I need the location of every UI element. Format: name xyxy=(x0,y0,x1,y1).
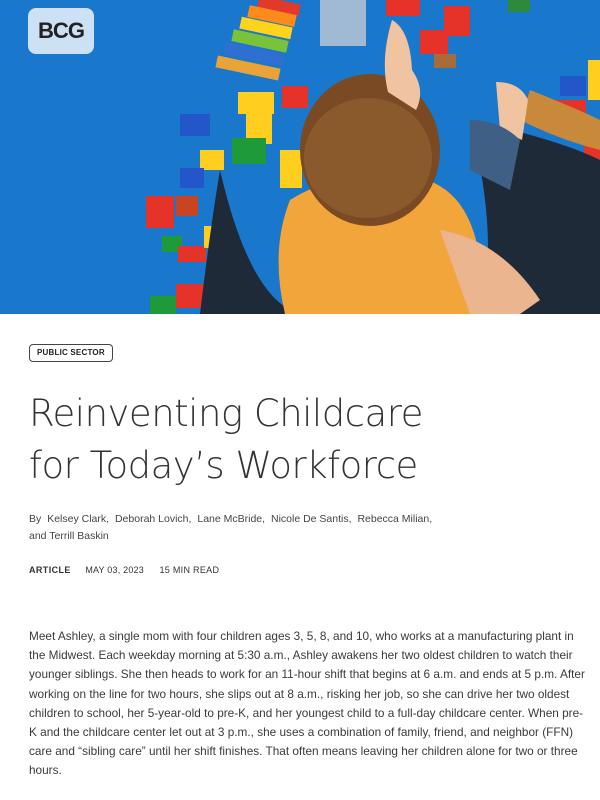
author-link[interactable]: Lane McBride, xyxy=(197,513,266,525)
publish-date: MAY 03, 2023 xyxy=(85,565,144,575)
bcg-logo[interactable]: BCG xyxy=(28,8,94,54)
by-label: By xyxy=(29,513,42,525)
title-line-1: Reinventing Childcare xyxy=(29,392,423,435)
page-title xyxy=(29,388,569,492)
author-link[interactable]: Nicole De Santis, xyxy=(270,513,352,525)
content-type: ARTICLE xyxy=(29,565,71,575)
title-line-2: for Today’s Workforce xyxy=(29,444,418,487)
author-link[interactable]: Kelsey Clark, xyxy=(47,513,110,525)
article-header xyxy=(0,314,600,800)
hero-image xyxy=(0,0,600,314)
author-list xyxy=(29,511,469,545)
topic-tag[interactable]: PUBLIC SECTOR xyxy=(29,344,113,362)
author-link[interactable]: Rebecca Milian, xyxy=(357,513,433,525)
author-link[interactable]: and Terrill Baskin xyxy=(29,530,109,542)
read-time: 15 MIN READ xyxy=(159,565,220,575)
article-body: Meet Ashley, a single mom with four children ages 3, 5, 8, and 10, who works at a manufacturing plant in the Midwest. Each weekday morning at 5:30 a.m., Ashley awakens her two oldest children to watch their younger siblings. She then heads to work for an 11-hour shift that begins at 6 a.m. and ends at 5 p.m. After working on the line for two hours, she slips out at 8 a.m., risking her job, so she can drive her two oldest children to school, her 5-year-old to pre-K, and her youngest child to a full-day childcare center. When pre-K and the childcare center let out at 3 p.m., she uses a combination of family, friend, and neighbor (FFN) care and “sibling care” until her shift finishes. That often means leaving her children alone for two or three hours. xyxy=(29,629,585,778)
article-meta xyxy=(29,565,219,575)
author-link[interactable]: Deborah Lovich, xyxy=(114,513,192,525)
